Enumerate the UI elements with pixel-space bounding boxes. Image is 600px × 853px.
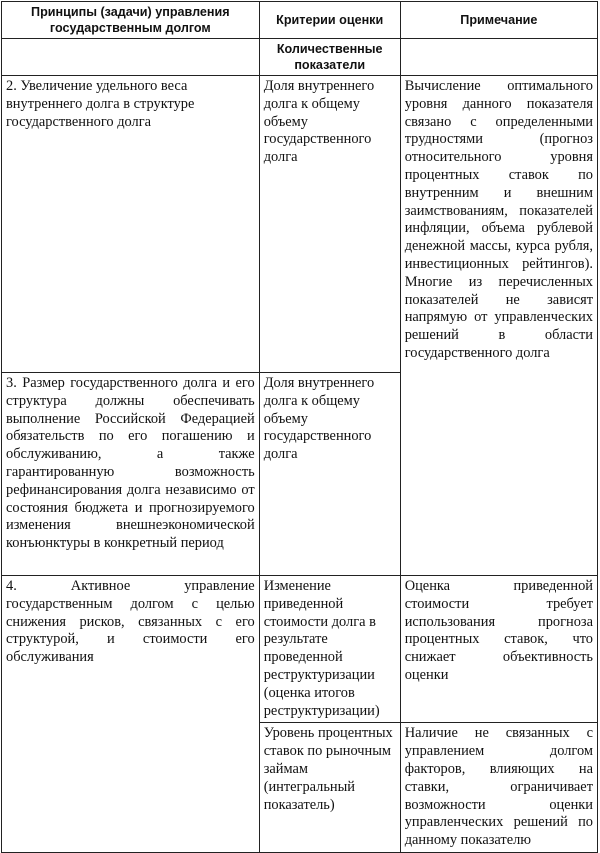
row-3-criterion: Доля внутреннего долга к общему объему государственного долга [259, 373, 400, 576]
table-row [2, 576, 598, 723]
row-4-note-a: Оценка приведенной стоимости требует использования прогноза процентных ставок, что снижает объективность оценки [400, 576, 597, 723]
header-criteria: Критерии оценки [259, 2, 400, 39]
subheader-quantitative: Количественные показатели [259, 39, 400, 76]
debt-management-table [1, 1, 598, 853]
table-row [2, 76, 598, 373]
row-2-principle: 2. Увеличение удельного веса внутреннего долга в структуре государственного долга [2, 76, 260, 373]
subheader-row [2, 39, 598, 76]
row-4-criterion-a: Изменение приведенной стоимости долга в результате проведенной реструктуризации (оценка итогов реструктуризации) [259, 576, 400, 723]
row-2-criterion: Доля внутреннего долга к общему объему государственного долга [259, 76, 400, 373]
row-4-principle: 4. Активное управление государственным долгом с целью снижения рисков, связанных с его структурой, и стоимости его обслуживания [2, 576, 260, 853]
row-3-principle: 3. Размер государственного долга и его структура должны обеспечивать выполнение Российской Федерацией обязательств по его погашению и обслуживанию, а также гарантированную возможность рефинансирования долга независимо от состояния бюджета и прогнозируемого изменения внешнеэкономической конъюнктуры в конкретный период [2, 373, 260, 576]
header-note: Примечание [400, 2, 597, 39]
header-principles: Принципы (задачи) управления государственным долгом [2, 2, 260, 39]
row-2-3-note: Вычисление оптимального уровня данного показателя связано с определенными трудностями (прогноз относительного уровня процентных ставок по внутренним и внешним заимствованиям, показателей инфляции, объема рублевой денежной массы, курса рубля, инвестиционных рейтингов). Многие из перечисленных показателей не зависят напрямую от управленческих решений в области государственного долга [400, 76, 597, 576]
row-4-note-b: Наличие не связанных с управлением долгом факторов, влияющих на ставки, ограничивает возможности оценки управленческих решений по данному показателю [400, 723, 597, 853]
table-header-row [2, 2, 598, 39]
subheader-empty-right [400, 39, 597, 76]
subheader-empty-left [2, 39, 260, 76]
row-4-criterion-b: Уровень процентных ставок по рыночным займам (интегральный показатель) [259, 723, 400, 853]
